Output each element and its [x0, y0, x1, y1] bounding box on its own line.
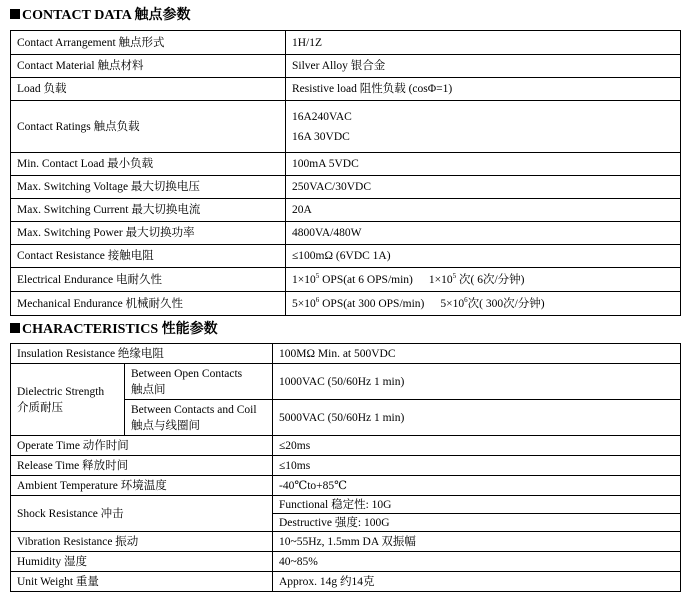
- contact-data-title: CONTACT DATA 触点参数: [22, 8, 191, 23]
- dielectric-sub-open: Between Open Contacts 触点间: [125, 364, 273, 400]
- table-row: [11, 572, 681, 592]
- row-label: Operate Time 动作时间: [11, 436, 273, 456]
- table-row: [11, 344, 681, 364]
- contact-data-table: [10, 30, 681, 316]
- row-value: [286, 268, 681, 292]
- table-row: [11, 222, 681, 245]
- endurance-ops: $5\times 10^6$ OPS(at 300 OPS/min): [292, 295, 425, 310]
- dielectric-label-en: Dielectric Strength: [17, 385, 105, 398]
- table-row: [11, 436, 681, 456]
- row-value: 100mA 5VDC: [286, 153, 681, 176]
- endurance-cn: $1\times 10^5$ 次( 6次/分钟): [428, 271, 525, 286]
- row-label: Humidity 湿度: [11, 552, 273, 572]
- dielectric-label-cn: 介质耐压: [17, 401, 63, 414]
- table-row: [11, 176, 681, 199]
- table-row: [11, 496, 681, 514]
- row-label: Insulation Resistance 绝缘电阻: [11, 344, 273, 364]
- row-value: 100MΩ Min. at 500VDC: [273, 344, 681, 364]
- row-label: Vibration Resistance 振动: [11, 532, 273, 552]
- row-value: Resistive load 阻性负载 (cosΦ=1): [286, 78, 681, 101]
- row-value: ≤20ms: [273, 436, 681, 456]
- row-label: Release Time 释放时间: [11, 456, 273, 476]
- row-label: Contact Material 触点材料: [11, 55, 286, 78]
- table-row: [11, 456, 681, 476]
- row-value: [286, 101, 681, 153]
- table-row: [11, 268, 681, 292]
- row-value: 40~85%: [273, 552, 681, 572]
- row-label: Unit Weight 重量: [11, 572, 273, 592]
- table-row: [11, 199, 681, 222]
- rating-ac: 16A240VAC: [292, 110, 352, 123]
- row-label: Electrical Endurance 电耐久性: [11, 268, 286, 292]
- row-value: ≤10ms: [273, 456, 681, 476]
- table-row: [11, 78, 681, 101]
- row-value: Approx. 14g 约14克: [273, 572, 681, 592]
- endurance-cn: $5\times 10^6$次( 300次/分钟): [440, 295, 545, 310]
- table-row: [11, 476, 681, 496]
- table-row: [11, 292, 681, 316]
- row-label: Max. Switching Voltage 最大切换电压: [11, 176, 286, 199]
- characteristics-table: [10, 343, 681, 592]
- row-label: Max. Switching Current 最大切换电流: [11, 199, 286, 222]
- row-value: 1H/1Z: [286, 31, 681, 55]
- dielectric-sub-coil: Between Contacts and Coil 触点与线圈间: [125, 400, 273, 436]
- table-row: [11, 101, 681, 153]
- row-value: 4800VA/480W: [286, 222, 681, 245]
- table-row: [11, 532, 681, 552]
- row-value: Functional 稳定性: 10G: [273, 496, 681, 514]
- row-value: 10~55Hz, 1.5mm DA 双振幅: [273, 532, 681, 552]
- row-label: Mechanical Endurance 机械耐久性: [11, 292, 286, 316]
- row-value: Destructive 强度: 100G: [273, 514, 681, 532]
- row-value: 1000VAC (50/60Hz 1 min): [273, 364, 681, 400]
- table-row: [11, 552, 681, 572]
- rating-dc: 16A 30VDC: [292, 130, 350, 143]
- characteristics-title: CHARACTERISTICS 性能参数: [22, 322, 218, 337]
- table-row: [11, 55, 681, 78]
- row-value: Silver Alloy 银合金: [286, 55, 681, 78]
- row-value: 5000VAC (50/60Hz 1 min): [273, 400, 681, 436]
- table-row: [11, 153, 681, 176]
- table-row: [11, 245, 681, 268]
- dielectric-label: [11, 364, 125, 436]
- contact-data-heading: [10, 4, 191, 24]
- row-value: ≤100mΩ (6VDC 1A): [286, 245, 681, 268]
- row-label: Contact Resistance 接触电阻: [11, 245, 286, 268]
- square-bullet-icon: [10, 323, 20, 333]
- row-label: Ambient Temperature 环境温度: [11, 476, 273, 496]
- row-label: Contact Arrangement 触点形式: [11, 31, 286, 55]
- row-value: [286, 292, 681, 316]
- row-label: Min. Contact Load 最小负载: [11, 153, 286, 176]
- table-row: [11, 364, 681, 400]
- row-value: 250VAC/30VDC: [286, 176, 681, 199]
- endurance-ops: $1\times 10^5$ OPS(at 6 OPS/min): [292, 271, 413, 286]
- row-value: 20A: [286, 199, 681, 222]
- row-label: Shock Resistance 冲击: [11, 496, 273, 532]
- row-label: Max. Switching Power 最大切换功率: [11, 222, 286, 245]
- table-row: [11, 31, 681, 55]
- square-bullet-icon: [10, 9, 20, 19]
- row-label: Load 负载: [11, 78, 286, 101]
- row-label: Contact Ratings 触点负载: [11, 101, 286, 153]
- row-value: -40℃to+85℃: [273, 476, 681, 496]
- characteristics-heading: [10, 318, 218, 338]
